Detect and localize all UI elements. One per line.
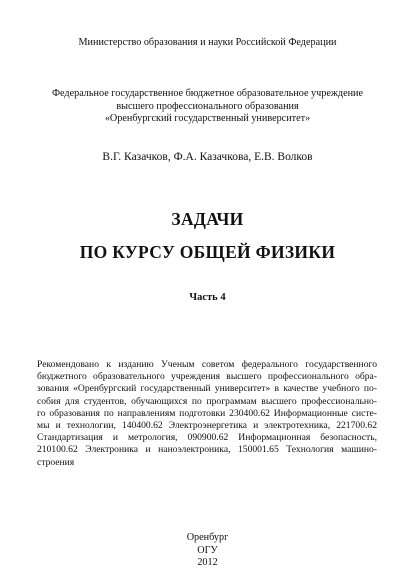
recommendation-line: 210100.62 Электроника и наноэлектроника, 150001.65 Технология машино-: [37, 444, 377, 456]
imprint-block: [0, 532, 415, 570]
recommendation-line: бюджетного образовательного учреждения высшего профессионального обра-: [37, 371, 377, 383]
recommendation-line: Рекомендовано к изданию Ученым советом федерального государственного: [37, 359, 377, 370]
recommendation-line: собия для студентов, обучающихся по программам высшего профессионально-: [37, 395, 377, 407]
recommendation-line: зования «Оренбургский государственный университет» в качестве учебного по-: [37, 383, 377, 395]
institution-line: Федеральное государственное бюджетное образовательное учреждение: [51, 88, 364, 99]
imprint-city: Оренбург: [186, 532, 229, 543]
ministry-line: Министерство образования и науки Российской Федерации: [78, 37, 337, 48]
imprint-year: 2012: [197, 557, 218, 569]
recommendation-line: Стандартизация и метрология, 090900.62 Информационная безопасность,: [37, 432, 377, 444]
part-number: Часть 4: [189, 292, 226, 303]
book-title-line-1: ЗАДАЧИ: [171, 209, 244, 229]
authors-line: В.Г. Казачков, Ф.А. Казачкова, Е.В. Волков: [102, 151, 313, 163]
recommendation-line: го образования по направлениям подготовки 230400.62 Информационные систе-: [37, 407, 377, 419]
recommendation-line: строения: [37, 456, 75, 468]
institution-line: высшего профессионального образования: [116, 100, 299, 112]
book-title-line-2: ПО КУРСУ ОБЩЕЙ ФИЗИКИ: [79, 242, 336, 262]
institution-block: [0, 88, 415, 126]
recommendation-line: мы и технологии, 140400.62 Электроэнергетика и электротехника, 221700.62: [37, 420, 377, 432]
imprint-publisher: ОГУ: [197, 544, 218, 556]
recommendation-paragraph: [37, 359, 377, 469]
institution-line: «Оренбургский государственный университет»: [104, 113, 311, 124]
